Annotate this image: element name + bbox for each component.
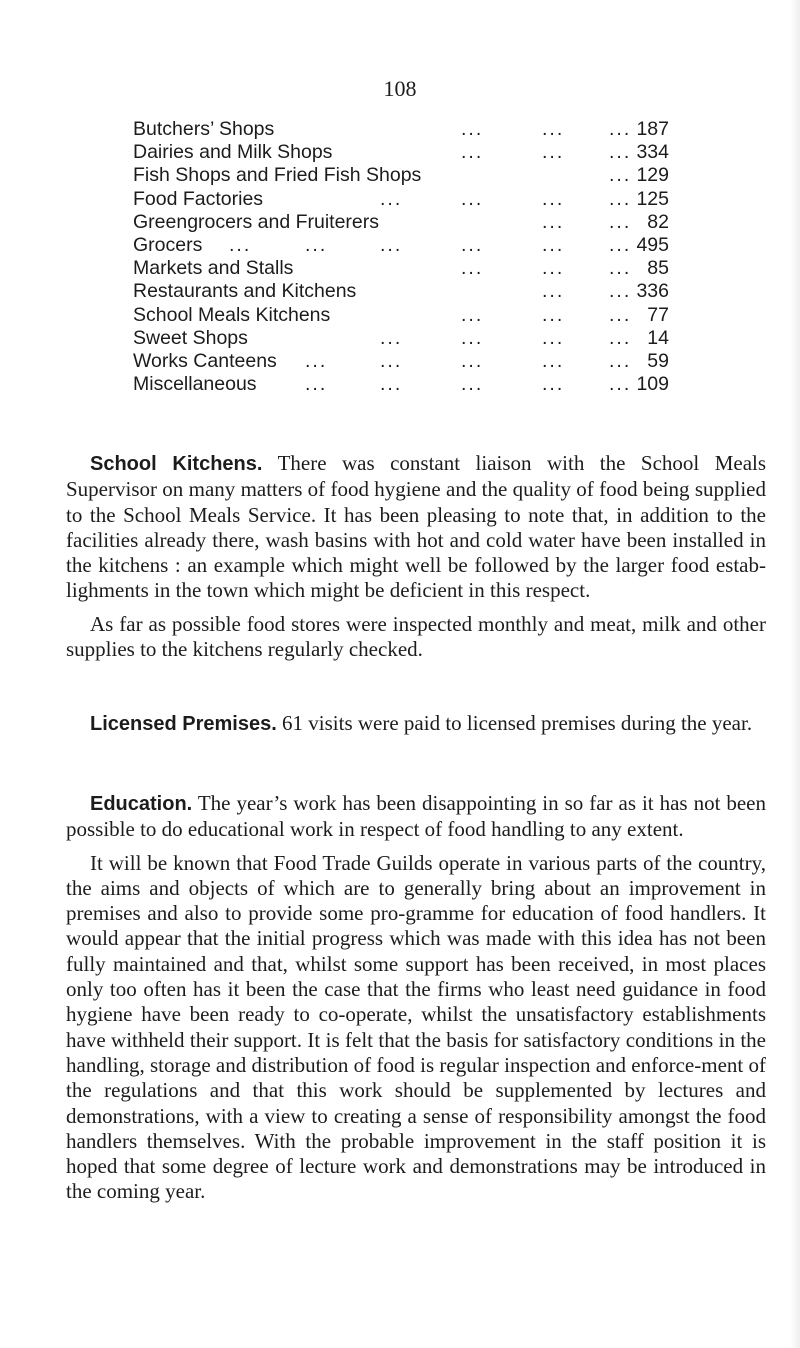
row-value: 59	[647, 349, 669, 372]
section-heading: Education.	[90, 793, 193, 815]
leader-dots: ...	[461, 373, 484, 396]
leader-dots: ...	[609, 164, 632, 187]
leader-dots: ...	[609, 187, 632, 210]
leader-dots: ...	[380, 187, 403, 210]
table-row	[133, 188, 673, 211]
leader-dots: ...	[305, 373, 328, 396]
table-row	[133, 373, 673, 396]
leader-dots: ...	[461, 326, 484, 349]
paragraph-text: 61 visits were paid to licensed premises during the year.	[282, 711, 753, 735]
row-value: 82	[647, 210, 669, 233]
table-row	[133, 327, 673, 350]
leader-dots: ...	[609, 303, 632, 326]
row-value: 129	[636, 164, 669, 187]
leader-dots: ...	[609, 118, 632, 140]
row-value: 495	[636, 233, 669, 256]
table-row	[133, 118, 673, 141]
leader-dots: ...	[542, 303, 565, 326]
leader-dots: ...	[542, 257, 565, 280]
paragraph-text: It will be known that Food Trade Guilds operate in various parts of the country, the aims and objects of which are to generally bring about an improvement in premises and also to provide some pro-gramme for education of food handlers. It would appear that the initial progress which was made with this idea has not been fully maintained and that, whilst some support has been received, in most places only too often has it been the case that the firms who least need guidance in food hygiene have been ready to co-operate, whilst the unsatisfactory establishments have withheld their support. It is felt that the basis for satisfactory conditions in the handling, storage and distribution of food is regular inspection and enforce-ment of the regulations and that this work should be supplemented by lectures and demonstrations, with a view to creating a sense of responsibility amongst the food handlers themselves. With the probable improvement in the staff position it is hoped that some degree of lecture work and demonstrations may be introduced in the coming year.	[66, 850, 766, 1204]
leader-dots: ...	[461, 257, 484, 280]
leader-dots: ...	[609, 210, 632, 233]
page-edge-shadow	[790, 0, 800, 1348]
row-label: Sweet Shops	[133, 326, 248, 349]
row-label: Works Canteens	[133, 349, 277, 372]
row-label: Greengrocers and Fruiterers	[133, 210, 380, 233]
leader-dots: ...	[305, 349, 328, 372]
row-value: 125	[636, 187, 669, 210]
leader-dots: ...	[609, 233, 632, 256]
row-label: Fish Shops and Fried Fish Shops	[133, 164, 422, 187]
leader-dots: ...	[461, 303, 484, 326]
paragraph-text: The year’s work has been disappointing in so far as it has not been possible to do educational work in respect of food handling to any extent.	[66, 791, 767, 842]
row-value: 14	[647, 326, 669, 349]
leader-dots: ...	[609, 326, 632, 349]
leader-dots: ...	[461, 187, 484, 210]
leader-dots: ...	[609, 141, 632, 164]
leader-dots: ...	[542, 118, 565, 140]
paragraph	[66, 451, 766, 604]
leader-dots: ...	[461, 233, 484, 256]
premises-table	[133, 118, 673, 396]
leader-dots: ...	[542, 349, 565, 372]
row-value: 85	[647, 257, 669, 280]
paragraph	[66, 612, 766, 663]
row-label: Restaurants and Kitchens	[133, 280, 357, 303]
leader-dots: ...	[542, 210, 565, 233]
leader-dots: ...	[609, 373, 632, 396]
leader-dots: ...	[609, 257, 632, 280]
table-row	[133, 350, 673, 373]
paragraph-text: As far as possible food stores were inspected monthly and meat, milk and other supplies to the kitchens regularly checked.	[66, 611, 766, 662]
leader-dots: ...	[229, 233, 252, 256]
leader-dots: ...	[542, 373, 565, 396]
leader-dots: ...	[542, 187, 565, 210]
paragraph	[66, 711, 766, 737]
row-label: Miscellaneous	[133, 373, 257, 396]
table-row	[133, 280, 673, 303]
row-value: 109	[636, 373, 669, 396]
section-heading: Licensed Premises.	[90, 713, 277, 735]
leader-dots: ...	[461, 118, 484, 140]
leader-dots: ...	[609, 280, 632, 303]
row-value: 77	[647, 303, 669, 326]
leader-dots: ...	[380, 373, 403, 396]
page-number: 108	[383, 76, 417, 101]
licensed-premises-section	[66, 711, 766, 737]
leader-dots: ...	[461, 141, 484, 164]
leader-dots: ...	[380, 349, 403, 372]
leader-dots: ...	[380, 233, 403, 256]
row-label: Markets and Stalls	[133, 257, 294, 280]
paragraph-text: There was constant liaison with the School Meals Supervisor on many matters of food hygiene and the quality of food being supplied to the School Meals Service. It has been pleasing to note that, in addition to the facilities already there, wash basins with hot and cold water have been installed in the kitchens : an example which might well be followed by the larger food estab-lighments in the town which might be deficient in this respect.	[66, 451, 767, 603]
table-row	[133, 164, 673, 187]
leader-dots: ...	[461, 349, 484, 372]
school-kitchens-section	[66, 451, 766, 662]
leader-dots: ...	[542, 141, 565, 164]
table-row	[133, 257, 673, 280]
paragraph	[66, 851, 766, 1205]
row-label: Food Factories	[133, 187, 264, 210]
row-value: 334	[636, 141, 669, 164]
row-label: Grocers	[133, 233, 203, 256]
table-row	[133, 141, 673, 164]
section-heading: School Kitchens.	[90, 453, 263, 475]
paragraph	[66, 791, 766, 843]
education-section	[66, 791, 766, 1205]
leader-dots: ...	[542, 326, 565, 349]
row-value: 336	[636, 280, 669, 303]
table-row	[133, 211, 673, 234]
table-row	[133, 304, 673, 327]
leader-dots: ...	[609, 349, 632, 372]
row-value: 187	[636, 118, 669, 140]
leader-dots: ...	[305, 233, 328, 256]
row-label: Dairies and Milk Shops	[133, 141, 333, 164]
row-label: School Meals Kitchens	[133, 303, 331, 326]
leader-dots: ...	[542, 233, 565, 256]
leader-dots: ...	[542, 280, 565, 303]
table-row	[133, 234, 673, 257]
leader-dots: ...	[380, 326, 403, 349]
row-label: Butchers’ Shops	[133, 118, 275, 140]
